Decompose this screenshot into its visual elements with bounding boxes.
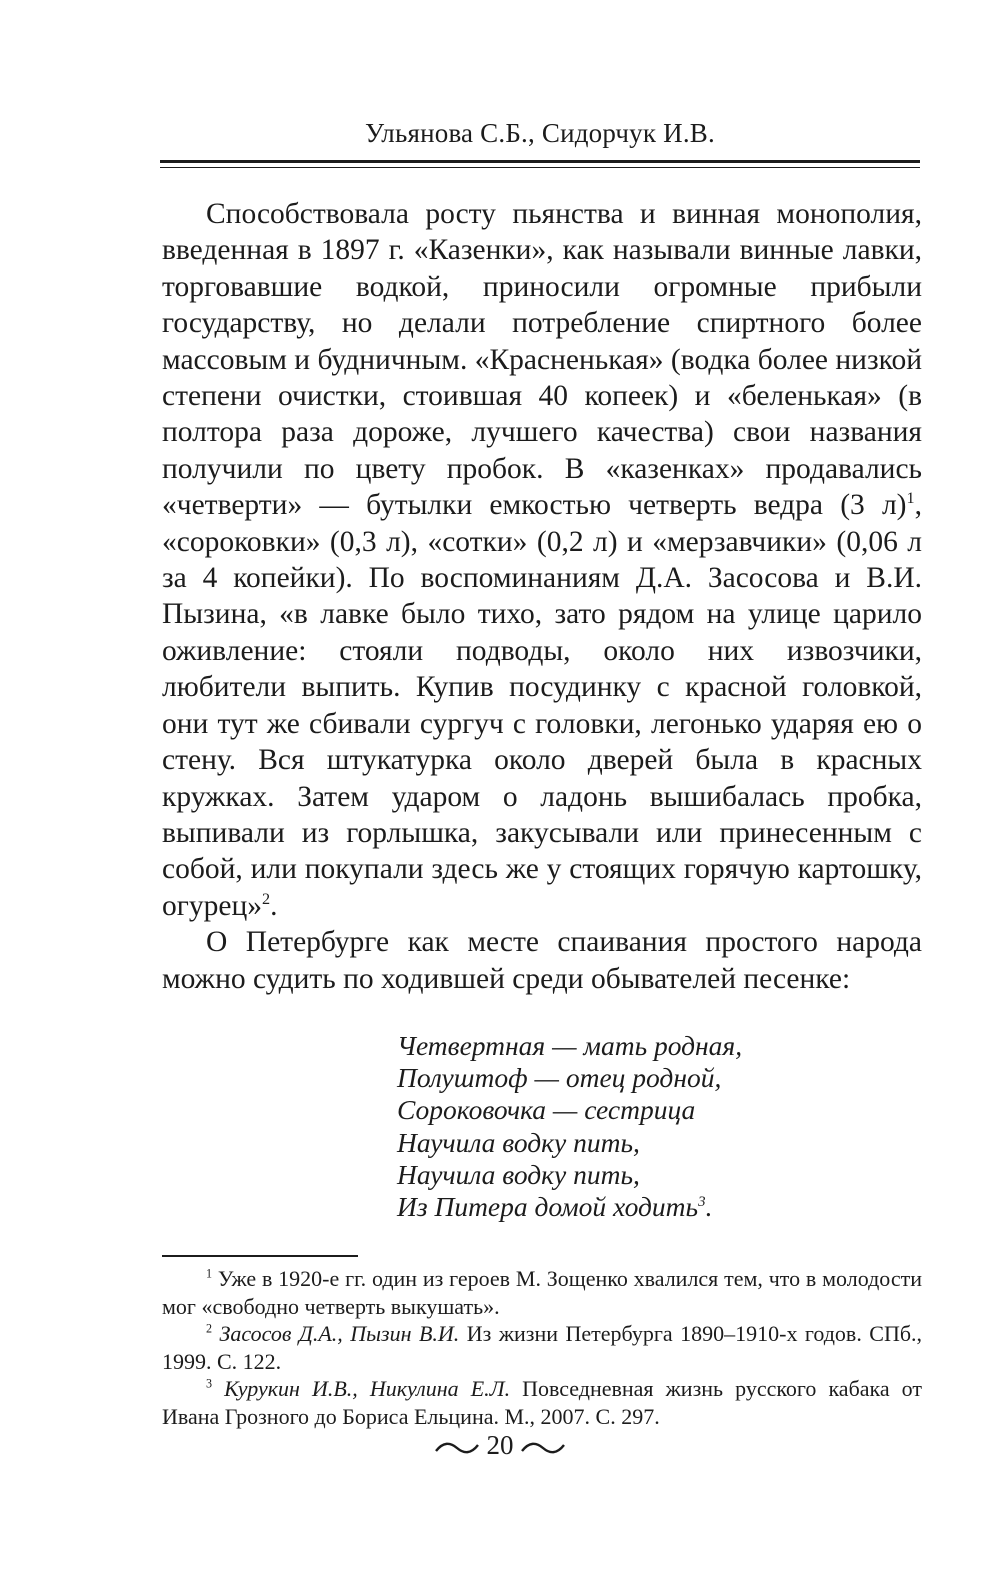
verse-line: Сороковочка — сестрица: [397, 1094, 696, 1126]
footnote-authors: Засосов Д.А., Пызин В.И.: [219, 1321, 460, 1347]
page-number-block: [0, 1430, 1000, 1461]
footnote-ref-3: 3: [698, 1193, 706, 1210]
verse-end-mark: .: [705, 1191, 713, 1223]
footnote-2: [162, 1320, 922, 1375]
verse-line: Научила водку пить,: [397, 1126, 640, 1158]
footnote-authors: Курукин И.В., Никулина Е.Л.: [224, 1376, 511, 1402]
footnote-text: Повседневная жизнь русского кабака от Ивана Грозного до Бориса Ельцина. М., 2007. С. 297.: [162, 1376, 923, 1429]
footnotes: [162, 1265, 922, 1431]
footnote-ref-2: 2: [261, 889, 271, 908]
verse-line-text: Из Питера домой ходить: [397, 1191, 698, 1223]
footnote-text: Из жизни Петербурга 1890–1910-х годов. СПб., 1999. С. 122.: [162, 1321, 923, 1374]
footnote-3: [162, 1375, 922, 1430]
song-verse: [397, 1030, 742, 1223]
footnote-text: Уже в 1920-е гг. один из героев М. Зощенко хвалился тем, что в молодости мог «свободно четверть выкушать».: [162, 1266, 922, 1319]
footnote-number: 2: [206, 1321, 213, 1336]
footnote-1: [162, 1265, 922, 1320]
verse-line: Полуштоф — отец родной,: [397, 1062, 722, 1094]
paragraph-1: [162, 196, 922, 924]
header-rule-thin: [160, 167, 920, 168]
verse-line: Научила водку пить,: [397, 1158, 640, 1190]
footnote-separator: [162, 1255, 358, 1257]
paragraph-1-part-a: Способствовала росту пьянства и винная монополия, введенная в 1897 г. «Казенки», как называли винные лавки, торговавшие водкой, приносили огромные прибыли государству, но делали потребление спиртного более массовым и будничным. «Красненькая» (водка более низкой степени очистки, стоившая 40 копеек) и «беленькая» (в полтора раза дороже, лучшего качества) свои названия получили по цвету пробок. В «казенках» продавались «четверти» — бутылки емкостью четверть ведра (3 л): [162, 198, 922, 522]
footnote-number: 3: [206, 1377, 213, 1392]
header-rule-thick: [160, 160, 920, 163]
main-text: [162, 196, 922, 997]
left-tilde-ornament: [434, 1440, 480, 1456]
verse-line: Четвертная — мать родная,: [397, 1030, 743, 1061]
footnote-number: 1: [206, 1266, 213, 1281]
paragraph-1-part-b: , «сороковки» (0,3 л), «сотки» (0,2 л) и «мерзавчики» (0,06 л за 4 копейки). По воспоминаниям Д.А. Засосова и В.И. Пызина, «в лавке было тихо, зато рядом на улице царило оживление: стояли подводы, около них извозчики, любители выпить. Купив посудинку с красной головкой, они тут же сбивали сургуч с головки, легонько ударяя ею о стену. Вся штукатурка около дверей была в красных кружках. Затем ударом о ладонь вышибалась пробка, выпивали из горлышка, закусывали или принесенным с собой, или покупали здесь же у стоящих горячую картошку, огурец»: [162, 489, 922, 922]
running-header: Ульянова С.Б., Сидорчук И.В.: [365, 118, 715, 148]
verse-line-last: [397, 1191, 742, 1223]
page-number: 20: [486, 1430, 514, 1460]
footnote-ref-1: 1: [906, 489, 915, 508]
paragraph-2: О Петербурге как месте спаивания простого народа можно судить по ходившей среди обывателей песенке:: [162, 926, 922, 995]
right-tilde-ornament: [520, 1440, 566, 1456]
paragraph-1-part-c: .: [270, 889, 278, 922]
